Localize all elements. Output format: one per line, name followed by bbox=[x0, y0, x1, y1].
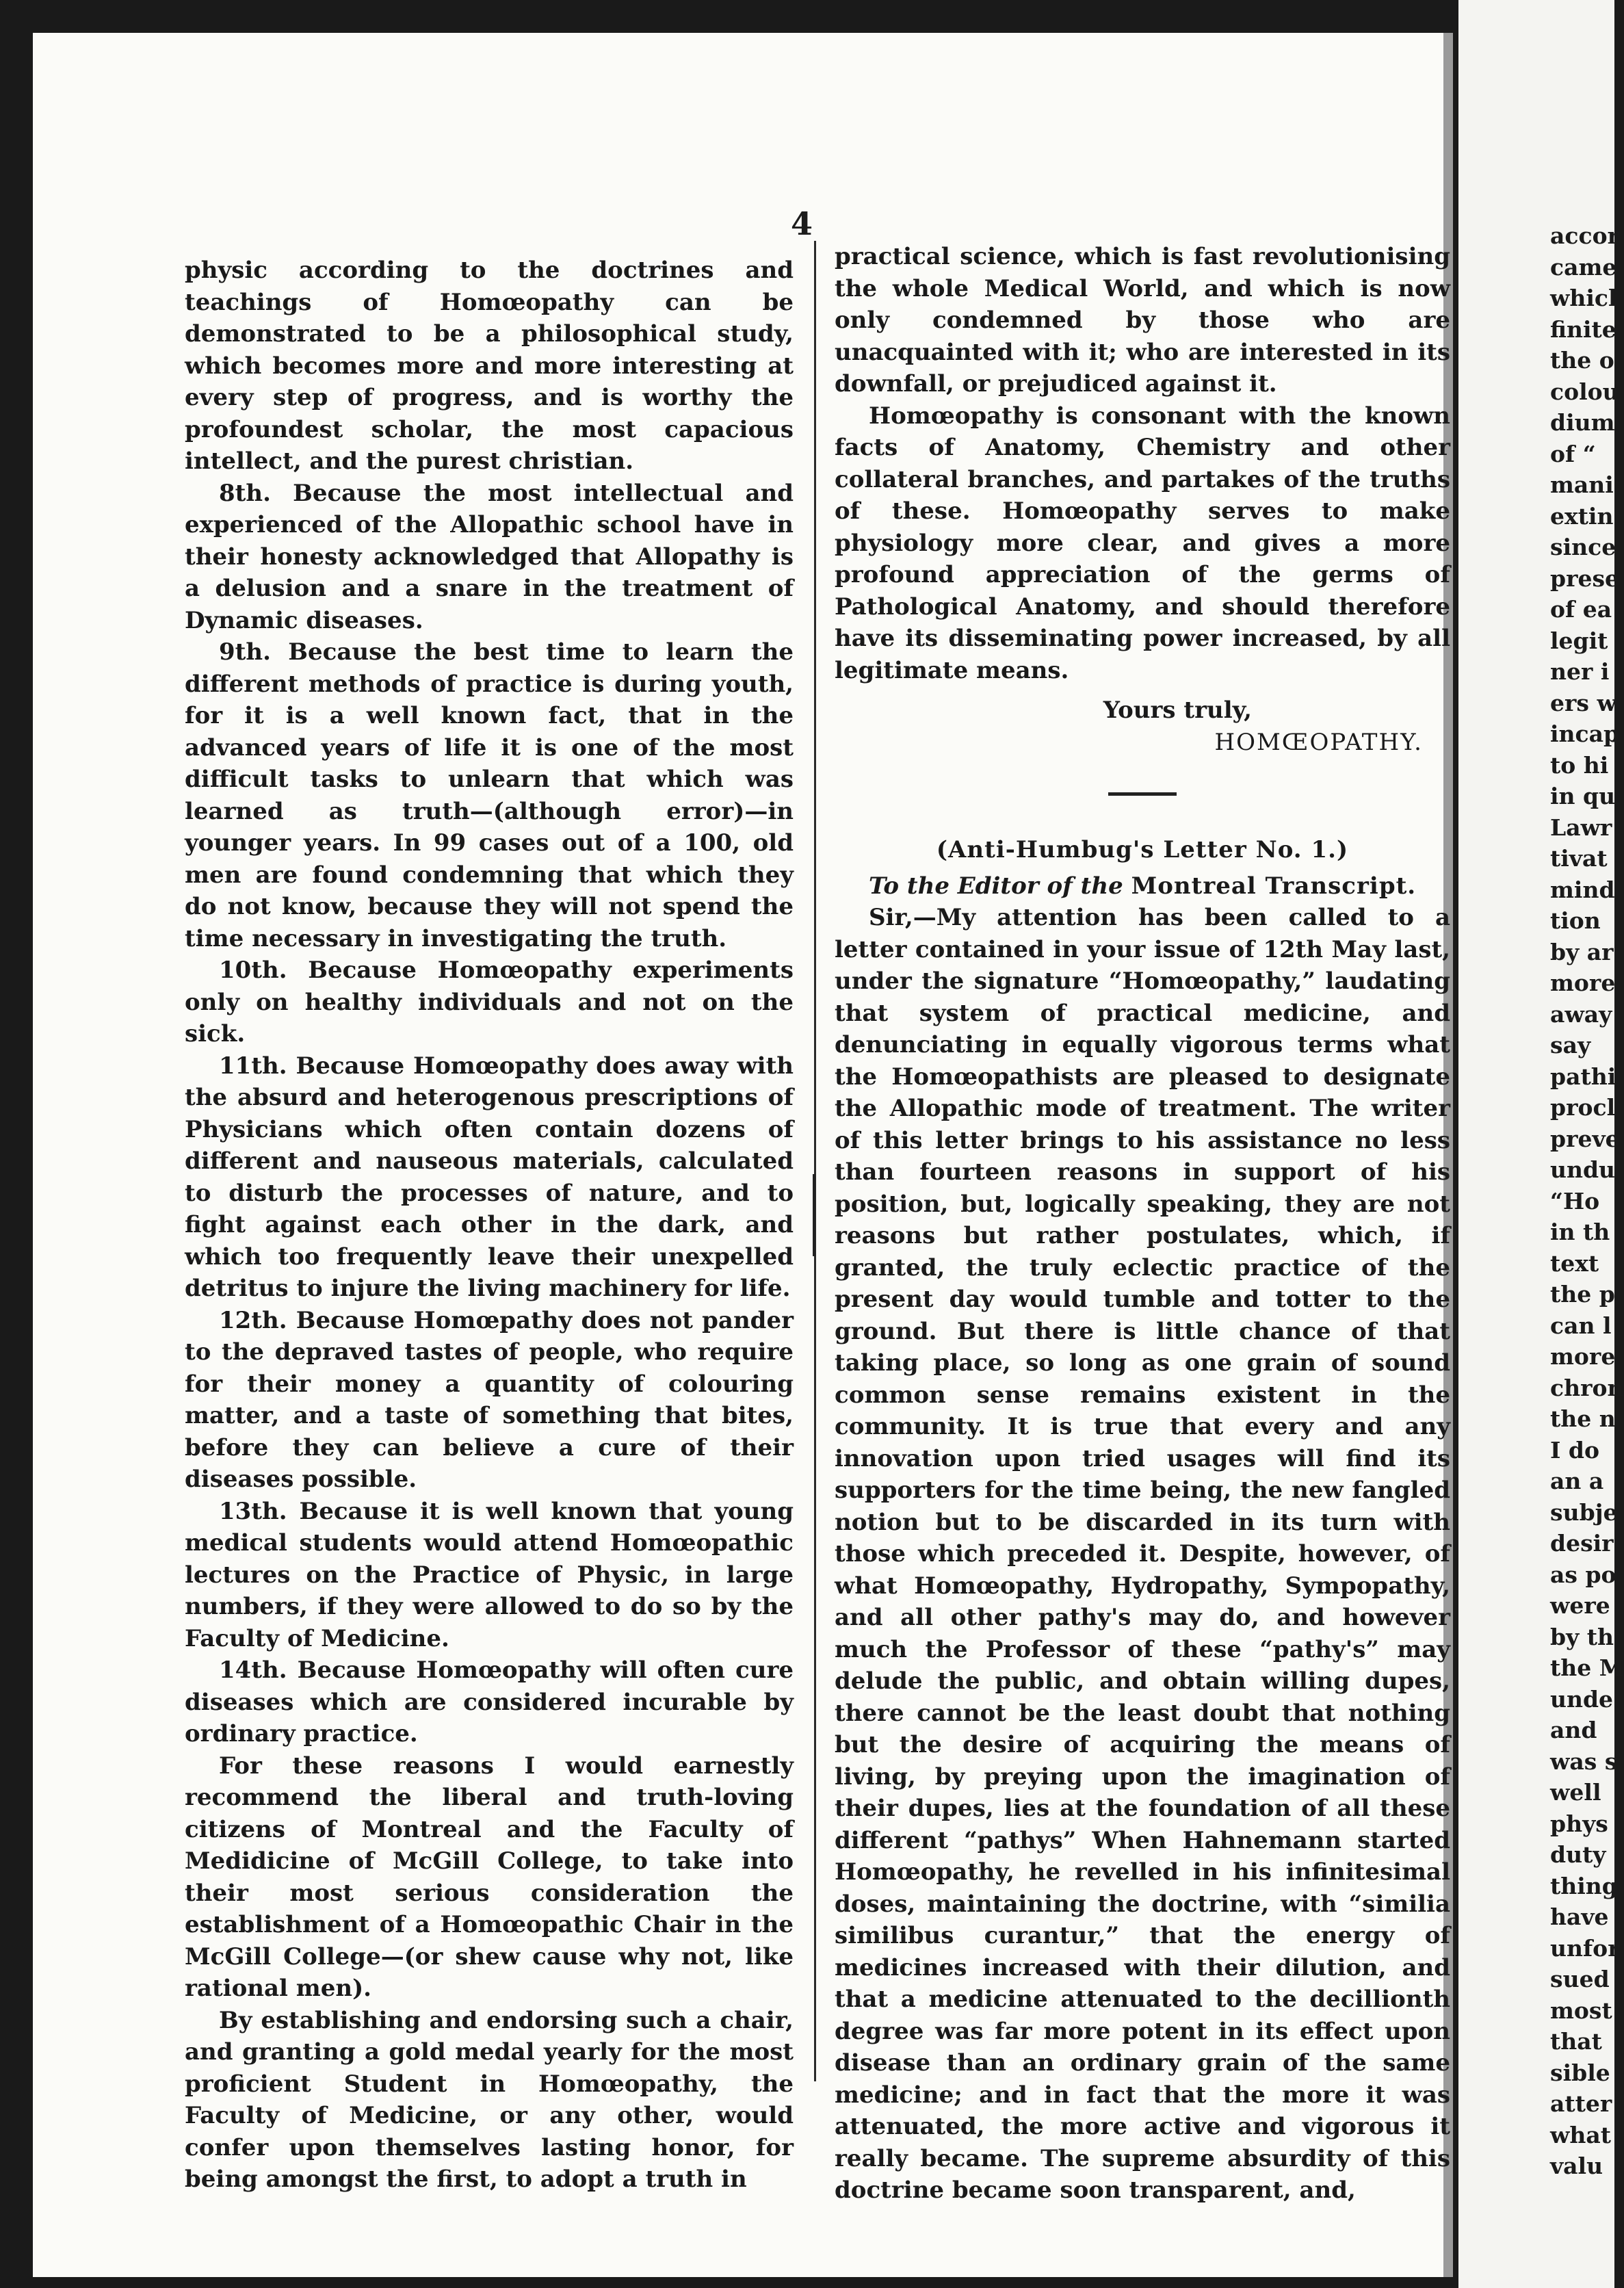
adjacent-page-fragment: phys bbox=[1550, 1810, 1608, 1837]
adjacent-page-fragment: of ea bbox=[1550, 596, 1612, 623]
signature: HOMŒOPATHY. bbox=[1214, 728, 1423, 756]
paragraph: Homœopathy is consonant with the known facts of Anatomy, Chemistry and other collateral branches, and partakes of the truths of these. Homœopathy serves to make physiology more clear, and gives a more profound appreciation of the germs of Pathological Anatomy, and should therefore have its disseminating power increased, by all legitimate means. bbox=[835, 402, 1450, 684]
adjacent-page-fragment: came bbox=[1550, 253, 1617, 281]
adjacent-page-fragment: sible bbox=[1550, 2059, 1610, 2086]
adjacent-page-fragment: undu bbox=[1550, 1156, 1616, 1183]
adjacent-page-fragment: valu bbox=[1550, 2153, 1603, 2179]
adjacent-page-fragment: in qu bbox=[1550, 783, 1616, 809]
adjacent-page-fragment: and bbox=[1550, 1717, 1597, 1743]
adjacent-page-fragment: was s bbox=[1550, 1747, 1618, 1775]
adjacent-page-fragment: I do bbox=[1550, 1436, 1600, 1464]
adjacent-page-fragment: tion bbox=[1550, 907, 1601, 934]
adjacent-page-fragment: text bbox=[1550, 1249, 1599, 1277]
adjacent-page-fragment: to hi bbox=[1550, 751, 1609, 779]
signoff bbox=[835, 694, 1450, 758]
yours-truly: Yours truly, bbox=[1103, 697, 1252, 724]
adjacent-page-fragment: colou bbox=[1550, 378, 1619, 405]
adjacent-page-fragment: that bbox=[1550, 2028, 1602, 2055]
adjacent-page-fragment: preve bbox=[1550, 1125, 1620, 1152]
paragraph: 8th. Because the most intellectual and experienced of the Allopathic school have in their honesty acknowledged that Allopathy is a delusion and a snare in the treatment of Dynamic diseases. bbox=[185, 479, 794, 634]
adjacent-page-fragment: unfor bbox=[1550, 1934, 1620, 1962]
paragraph: physic according to the doctrines and teachings of Homœopathy can be demonstrated to be a philosophical study, which becomes more and more interesting at every step of progress, and is worthy the profoundest scholar, the most capacious intellect, and the purest christian. bbox=[185, 257, 794, 475]
adjacent-page-fragment: can l bbox=[1550, 1312, 1612, 1339]
adjacent-page-fragment: legit bbox=[1550, 627, 1608, 654]
adjacent-page-fragment: duty bbox=[1550, 1841, 1606, 1868]
letter-title: (Anti-Humbug's Letter No. 1.) bbox=[936, 836, 1349, 863]
adjacent-page-fragment: procl bbox=[1550, 1094, 1616, 1121]
adjacent-page-fragment: as po bbox=[1550, 1561, 1616, 1588]
paragraph: practical science, which is fast revolutionising the whole Medical World, and which is now only condemned by those who are unacquainted with it; who are interested in its downfall, or prejudiced against it. bbox=[835, 243, 1450, 398]
adjacent-page-fragment: what bbox=[1550, 2121, 1612, 2148]
left-column bbox=[185, 255, 794, 2196]
adjacent-page-fragment: mind bbox=[1550, 876, 1615, 903]
adjacent-page-fragment: subje bbox=[1550, 1498, 1618, 1526]
paragraph: 12th. Because Homœpathy does not pander to the depraved tastes of people, who require for their money a quantity of colouring matter, and a taste of something that bites, before they can believe a cure of their diseases possible. bbox=[185, 1306, 794, 1493]
adjacent-page-fragment: finite bbox=[1550, 315, 1616, 343]
adjacent-page-fragment: dium bbox=[1550, 409, 1615, 436]
adjacent-page-fragment: desir bbox=[1550, 1530, 1614, 1557]
adjacent-page-fragment: “Ho bbox=[1550, 1187, 1600, 1214]
margin-mark bbox=[813, 1174, 815, 1256]
adjacent-page-fragment: of “ bbox=[1550, 440, 1596, 467]
paragraph: For these reasons I would earnestly recommend the liberal and truth-loving citizens of Montreal and the Faculty of Medidicine of McGill College, to take into their most serious consideration the establishment of a Homœopathic Chair in the McGill College—(or shew cause why not, like rational men). bbox=[185, 1752, 794, 2002]
adjacent-page-fragment: by th bbox=[1550, 1623, 1614, 1650]
to-editor-prefix: To the Editor of the bbox=[869, 872, 1123, 900]
adjacent-page-fragment: more bbox=[1550, 1343, 1616, 1370]
newspaper-name: Montreal Transcript. bbox=[1131, 872, 1417, 900]
adjacent-page-fragment: more bbox=[1550, 970, 1616, 996]
adjacent-page-fragment: the p bbox=[1550, 1281, 1615, 1308]
adjacent-page-fragment: the M bbox=[1550, 1654, 1624, 1681]
adjacent-page-fragment: chron bbox=[1550, 1374, 1624, 1401]
adjacent-page-fragment: whicl bbox=[1550, 285, 1617, 311]
adjacent-page-fragment: atter bbox=[1550, 2090, 1612, 2117]
adjacent-page-fragment: most bbox=[1550, 1997, 1612, 2024]
adjacent-page-fragment: have bbox=[1550, 1903, 1609, 1930]
paragraph: 11th. Because Homœopathy does away with the absurd and heterogenous prescriptions of Physicians which often contain dozens of different and nauseous materials, calculated to disturb the processes of nature, and to fight against each other in the dark, and which too frequently leave their unexpelled detritus to injure the living machinery for life. bbox=[185, 1052, 794, 1302]
adjacent-page-fragment: pathi bbox=[1550, 1063, 1616, 1090]
letter-body: Sir,—My attention has been called to a letter contained in your issue of 12th May last, under the signature “Homœopathy,” laudating that system of practical medicine, and denunciating in equally vigorous terms what the Homœopathists are pleased to designate the Allopathic mode of treatment. The writer of this letter brings to his assistance no less than fourteen reasons in support of his position, but, logically speaking, they are not reasons but rather postulates, which, if granted, the truly eclectic practice of the present day would tumble and totter to the ground. But there is little chance of that taking place, so long as one grain of sound common sense remains existent in the community. It is true that every and any innovation upon tried usages will find its supporters for the time being, the new fangled notion but to be discarded in its turn with those which preceded it. Despite, however, of what Homœopathy, Hydropathy, Sympopathy, and all other pathy's may do, and however much the Professor of these “pathy's” may delude the public, and obtain willing dupes, there cannot be the least doubt that nothing but the desire of acquiring the means of living, by preying upon the imagination of their dupes, lies at the foundation of all these different “pathys” When Hahnemann started Homœopathy, he revelled in his infinitesimal doses, maintaining the doctrine, with “similia similibus curantur,” that the energy of medicines increased with their dilution, and that a medicine attenuated to the decillionth degree was far more potent in its effect upon disease than an ordinary grain of the same medicine; and in fact that the more it was attenuated, the more active and vigorous it really became. The supreme absurdity of this doctrine became soon transparent, and, bbox=[835, 904, 1450, 2204]
section-divider bbox=[1108, 792, 1177, 796]
adjacent-page-fragment: thing bbox=[1550, 1872, 1618, 1899]
adjacent-page-fragment: tivat bbox=[1550, 845, 1608, 872]
adjacent-page-fragment: ers w bbox=[1550, 689, 1616, 716]
to-editor-line bbox=[835, 870, 1450, 902]
paragraph: 13th. Because it is well known that young medical students would attend Homœopathic lectures on the Practice of Physic, in large numbers, if they were allowed to do so by the Faculty of Medicine. bbox=[185, 1497, 794, 1652]
paragraph: 14th. Because Homœopathy will often cure diseases which are considered incurable by ordinary practice. bbox=[185, 1656, 794, 1747]
adjacent-page-fragment: say bbox=[1550, 1032, 1591, 1058]
adjacent-page-fragment: sued bbox=[1550, 1966, 1610, 1992]
right-column bbox=[835, 241, 1450, 2207]
paragraph: 9th. Because the best time to learn the different methods of practice is during youth, for it is a well known fact, that in the advanced years of life it is one of the most difficult tasks to unlearn that which was learned as truth—(although error)—in younger years. In 99 cases out of a 100, old men are found condemning that which they do not know, because they will not spend the time necessary in investigating the truth. bbox=[185, 638, 794, 952]
adjacent-page-fragment: incap bbox=[1550, 720, 1620, 747]
adjacent-page-fragment: ner i bbox=[1550, 658, 1610, 685]
adjacent-page-fragment: prese bbox=[1550, 564, 1620, 592]
adjacent-page-fragment: well bbox=[1550, 1779, 1601, 1806]
adjacent-page-fragment: Lawr bbox=[1550, 814, 1612, 841]
adjacent-page-lines bbox=[1458, 220, 1624, 2182]
adjacent-page-fragment: in th bbox=[1550, 1219, 1610, 1245]
adjacent-page-fragment: by ar bbox=[1550, 938, 1614, 965]
adjacent-page-fragment: were bbox=[1550, 1592, 1610, 1619]
paragraph: 10th. Because Homœopathy experiments only on healthy individuals and not on the sick. bbox=[185, 957, 794, 1048]
adjacent-page-fragment: since bbox=[1550, 534, 1616, 560]
column-rule bbox=[814, 241, 816, 2081]
adjacent-page-fragment: extin bbox=[1550, 502, 1614, 530]
page-number: 4 bbox=[791, 205, 813, 242]
adjacent-page-fragment: mani bbox=[1550, 471, 1614, 498]
paragraph: By establishing and endorsing such a chair, and granting a gold medal yearly for the most proficient Student in Homœopathy, the Faculty of Medicine, or any other, would confer upon themselves lasting honor, for being amongst the first, to adopt a truth in bbox=[185, 2006, 794, 2193]
adjacent-page-fragment: unde bbox=[1550, 1685, 1614, 1713]
adjacent-page-fragment: accor bbox=[1550, 222, 1619, 249]
adjacent-page-fragment: away bbox=[1550, 1000, 1612, 1028]
adjacent-page-fragment: the n bbox=[1550, 1405, 1616, 1432]
adjacent-page-fragment: an a bbox=[1550, 1468, 1604, 1494]
adjacent-page-fragment: the o bbox=[1550, 347, 1614, 374]
adjacent-page-strip bbox=[1458, 0, 1624, 2288]
